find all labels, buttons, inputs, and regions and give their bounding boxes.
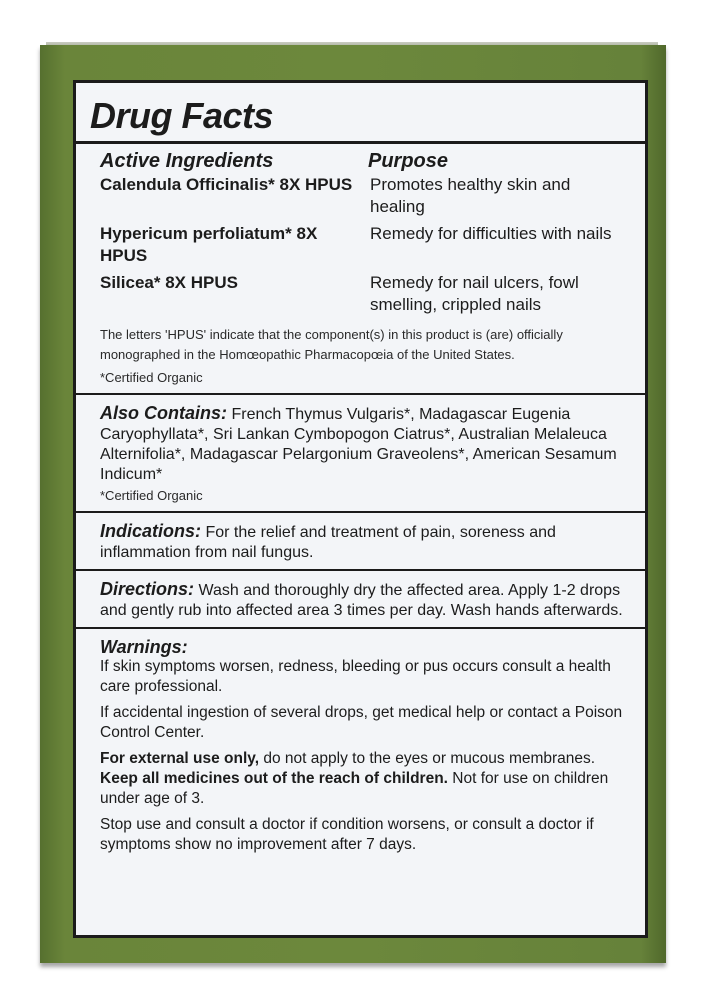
external-use-bold: For external use only, [100, 750, 260, 767]
warnings-label: Warnings: [100, 637, 188, 657]
children-age-text: Not for use on children under age of 3. [100, 770, 609, 807]
purpose-silicea: Remedy for nail ulcers, fowl smelling, crippled nails [370, 273, 579, 314]
warning-skin-symptoms: If skin symptoms worsen, redness, bleeding or pus occurs consult a health care professional. [100, 658, 611, 695]
organic-note: *Certified Organic [100, 370, 203, 385]
active-ingredients-heading: Active Ingredients [100, 150, 274, 172]
external-use-text: do not apply to the eyes or mucous membranes. [259, 750, 596, 767]
directions-section [100, 571, 625, 627]
directions-text: Wash and thoroughly dry the affected area. Apply 1-2 drops and gently rub into affected area 3 times per day. Wash hands afterwards. [100, 582, 623, 619]
also-contains-label: Also Contains: [100, 403, 228, 423]
keep-out-of-reach-bold: Keep all medicines out of the reach of children. [100, 770, 448, 787]
warning-stop-use: Stop use and consult a doctor if condition worsens, or consult a doctor if symptoms show no improvement after 7 days. [100, 816, 594, 853]
indications-section [100, 513, 625, 569]
directions-label: Directions: [100, 579, 195, 599]
warnings-section [100, 629, 625, 855]
purpose-heading: Purpose [368, 150, 449, 172]
indications-text: For the relief and treatment of pain, soreness and inflammation from nail fungus. [100, 524, 556, 561]
also-contains-section [100, 395, 625, 511]
ingredient-hypericum: Hypericum perfoliatum* 8X HPUS [100, 224, 318, 265]
also-contains-organic-note: *Certified Organic [100, 488, 203, 503]
warning-external-use [100, 749, 625, 809]
ingredient-calendula: Calendula Officinalis* 8X HPUS [100, 175, 353, 194]
purpose-calendula: Promotes healthy skin and healing [370, 175, 571, 216]
active-ingredients-table [100, 148, 625, 321]
ingredient-silicea: Silicea* 8X HPUS [100, 273, 238, 292]
drug-facts-panel [73, 80, 648, 938]
also-contains-text: French Thymus Vulgaris*, Madagascar Eugenia Caryophyllata*, Sri Lankan Cymbopogon Ciatrus*, Australian Melaleuca Alternifolia*, Madagascar Pelargonium Graveolens*, American Sesamum Indicum* [100, 406, 617, 483]
title-divider [76, 141, 645, 144]
warning-ingestion: If accidental ingestion of several drops, get medical help or contact a Poison Control Center. [100, 704, 623, 741]
purpose-hypericum: Remedy for difficulties with nails [370, 224, 612, 243]
indications-label: Indications: [100, 521, 202, 541]
hpus-note: The letters 'HPUS' indicate that the component(s) in this product is (are) officially monographed in the Homœopathic Pharmacopœia of the United States. [100, 327, 563, 362]
drug-facts-title: Drug Facts [90, 95, 274, 136]
